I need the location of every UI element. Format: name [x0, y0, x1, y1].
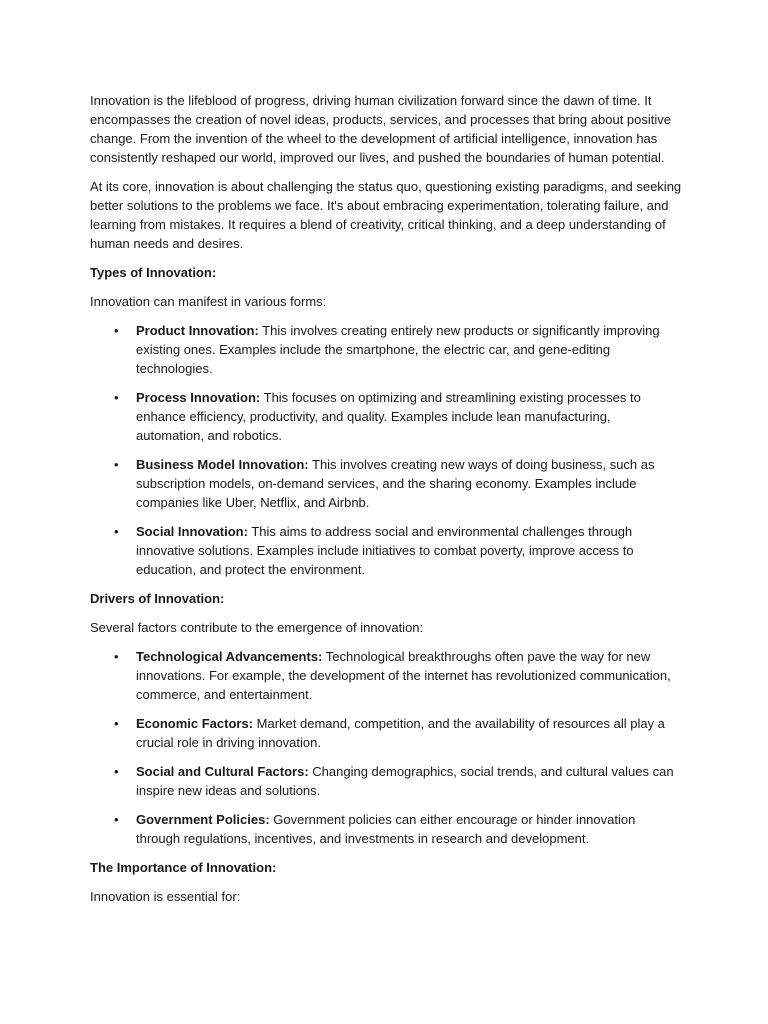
importance-heading: The Importance of Innovation: [90, 860, 277, 875]
list-item-text: This involves creating new ways of doing business, such as subscription models, on-demand services, and the sharing economy. Examples include companies like Uber, Netflix, and Airbnb. [136, 457, 655, 510]
list-item [90, 388, 682, 445]
bullet-icon: • [114, 649, 119, 664]
drivers-list [90, 647, 682, 848]
list-item-text: Changing demographics, social trends, and cultural values can inspire new ideas and solutions. [136, 764, 674, 798]
intro-paragraph-1: Innovation is the lifeblood of progress, driving human civilization forward since the dawn of time. It encompasses the creation of novel ideas, products, services, and processes that bring about positive change. From the invention of the wheel to the development of artificial intelligence, innovation has consistently reshaped our world, improved our lives, and pushed the boundaries of human potential. [90, 93, 671, 165]
types-lead: Innovation can manifest in various forms: [90, 294, 327, 309]
list-item-term: Technological Advancements: [136, 649, 323, 664]
list-item [90, 522, 682, 579]
bullet-icon: • [114, 764, 119, 779]
list-item-text: Market demand, competition, and the availability of resources all play a crucial role in driving innovation. [136, 716, 665, 750]
list-item-term: Business Model Innovation: [136, 457, 309, 472]
list-item-text: Government policies can either encourage or hinder innovation through regulations, incentives, and investments in research and development. [136, 812, 636, 846]
list-item [90, 762, 682, 800]
list-item-text: This involves creating entirely new products or significantly improving existing ones. Examples include the smartphone, the electric car, and gene-editing technologies. [136, 323, 660, 376]
bullet-icon: • [114, 524, 119, 539]
list-item-term: Government Policies: [136, 812, 270, 827]
list-item-term: Economic Factors: [136, 716, 254, 731]
types-list [90, 321, 682, 579]
list-item [90, 455, 682, 512]
list-item-text: This focuses on optimizing and streamlining existing processes to enhance efficiency, productivity, and quality. Examples include lean manufacturing, automation, and robotics. [136, 390, 641, 443]
bullet-icon: • [114, 323, 119, 338]
list-item-text: This aims to address social and environmental challenges through innovative solutions. Examples include initiatives to combat poverty, improve access to education, and protect the environment. [136, 524, 634, 577]
document-page [90, 91, 682, 916]
bullet-icon: • [114, 812, 119, 827]
importance-lead: Innovation is essential for: [90, 889, 241, 904]
drivers-heading: Drivers of Innovation: [90, 591, 225, 606]
bullet-icon: • [114, 390, 119, 405]
types-heading: Types of Innovation: [90, 265, 217, 280]
list-item-term: Product Innovation: [136, 323, 259, 338]
drivers-lead: Several factors contribute to the emergence of innovation: [90, 620, 424, 635]
bullet-icon: • [114, 716, 119, 731]
list-item [90, 647, 682, 704]
list-item [90, 810, 682, 848]
bullet-icon: • [114, 457, 119, 472]
list-item-term: Social and Cultural Factors: [136, 764, 309, 779]
list-item [90, 714, 682, 752]
list-item [90, 321, 682, 378]
intro-paragraph-2: At its core, innovation is about challenging the status quo, questioning existing paradigms, and seeking better solutions to the problems we face. It's about embracing experimentation, tolerating failure, and learning from mistakes. It requires a blend of creativity, critical thinking, and a deep understanding of human needs and desires. [90, 179, 682, 251]
list-item-text: Technological breakthroughs often pave the way for new innovations. For example, the development of the internet has revolutionized communication, commerce, and entertainment. [136, 649, 671, 702]
list-item-term: Social Innovation: [136, 524, 248, 539]
list-item-term: Process Innovation: [136, 390, 261, 405]
